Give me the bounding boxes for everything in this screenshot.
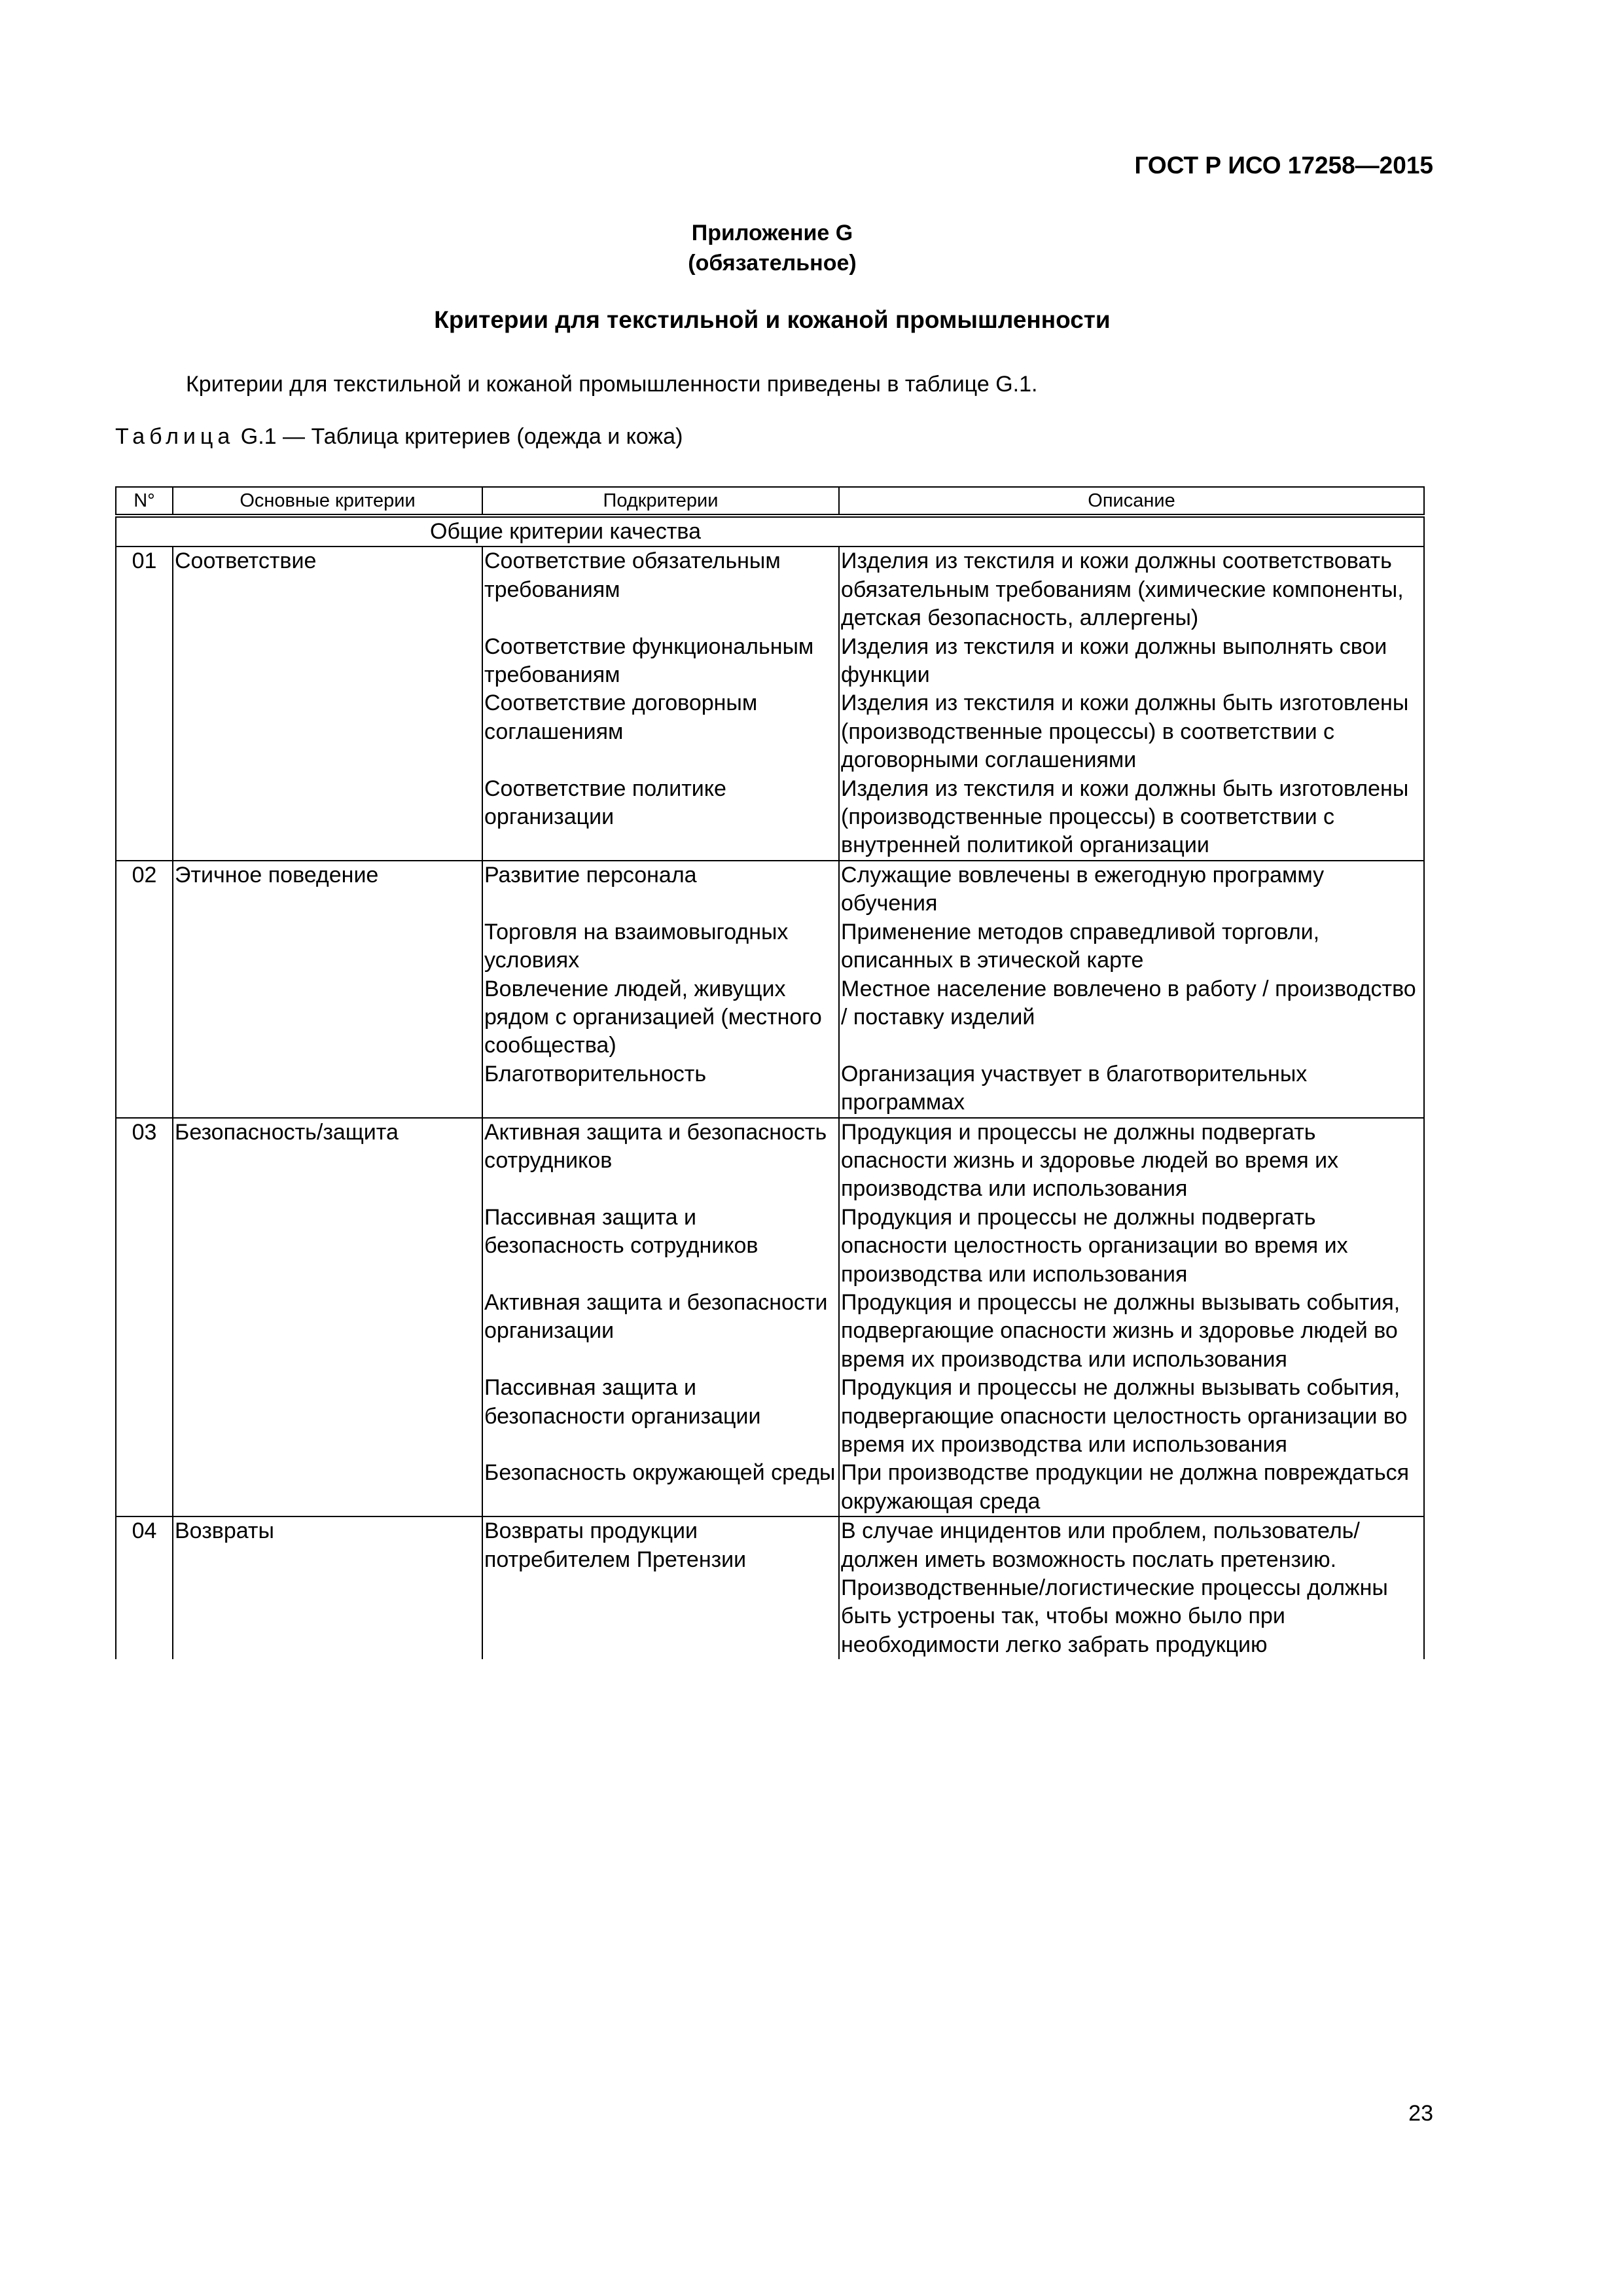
description: Изделия из текстиля и кожи должны быть изготовлены (производственные процессы) в соответствии с договорными соглашениями [839, 689, 1424, 774]
description: В случае инцидентов или проблем, пользователь/ должен иметь возможность послать претензию. Производственные/логистические процессы должны быть устроены так, чтобы можно было при необходимости легко забрать продукцию [839, 1516, 1424, 1659]
subcriterion: Безопасность окружающей среды [482, 1459, 839, 1516]
document-code: ГОСТ Р ИСО 17258—2015 [1134, 152, 1433, 179]
section-title: Критерии для текстильной и кожаной промышленности [434, 306, 1111, 333]
main-criterion: Соответствие [173, 547, 482, 860]
table-row [116, 1516, 1424, 1659]
column-header-description: Описание [839, 487, 1424, 516]
description: Местное население вовлечено в работу / производство / поставку изделий [839, 975, 1424, 1060]
table-subheader-row [116, 516, 1424, 547]
description: Применение методов справедливой торговли, описанных в этической карте [839, 918, 1424, 975]
description: При производстве продукции не должна повреждаться окружающая среда [839, 1459, 1424, 1516]
table-header-row [116, 487, 1424, 516]
annex-title: Приложение G [691, 221, 853, 245]
subcriterion: Соответствие функциональным требованиям [482, 633, 839, 690]
criterion-number: 03 [116, 1118, 173, 1517]
description: Продукция и процессы не должны вызывать события, подвергающие опасности жизнь и здоровье людей во время их производства или использования [839, 1289, 1424, 1374]
subcriterion: Развитие персонала [482, 861, 839, 918]
column-header-number: N° [116, 487, 173, 516]
intro-paragraph: Критерии для текстильной и кожаной промышленности приведены в таблице G.1. [186, 372, 1038, 397]
table-row [116, 547, 1424, 632]
description: Продукция и процессы не должны вызывать события, подвергающие опасности целостность организации во время их производства или использования [839, 1374, 1424, 1459]
table-row [116, 861, 1424, 918]
column-header-subcriteria: Подкритерии [482, 487, 839, 516]
criterion-number: 04 [116, 1516, 173, 1659]
subcriterion: Возвраты продукции потребителем Претензии [482, 1516, 839, 1659]
criterion-number: 01 [116, 547, 173, 860]
subcriterion: Пассивная защита и безопасности организации [482, 1374, 839, 1459]
main-criterion: Возвраты [173, 1516, 482, 1659]
table-subheader-text: Общие критерии качества [430, 519, 702, 544]
description: Продукция и процессы не должны подвергать опасности жизнь и здоровье людей во время их производства или использования [839, 1118, 1424, 1204]
subcriterion: Пассивная защита и безопасность сотрудников [482, 1204, 839, 1289]
description: Изделия из текстиля и кожи должны быть изготовлены (производственные процессы) в соответствии с внутренней политикой организации [839, 775, 1424, 861]
description: Изделия из текстиля и кожи должны выполнять свои функции [839, 633, 1424, 690]
criterion-number: 02 [116, 861, 173, 1118]
table-subheader [116, 516, 1424, 547]
subcriterion: Благотворительность [482, 1060, 839, 1118]
table-caption-label: Таблица [115, 424, 235, 449]
subcriterion: Торговля на взаимовыгодных условиях [482, 918, 839, 975]
subcriterion: Активная защита и безопасность сотрудников [482, 1118, 839, 1204]
description: Изделия из текстиля и кожи должны соответствовать обязательным требованиям (химические компоненты, детская безопасность, аллергены) [839, 547, 1424, 632]
page-number: 23 [1408, 2101, 1433, 2126]
criteria-table [115, 486, 1425, 1659]
table-caption-text: G.1 — Таблица критериев (одежда и кожа) [234, 424, 683, 449]
table-caption [115, 424, 683, 450]
subcriterion: Соответствие договорным соглашениям [482, 689, 839, 774]
description: Продукция и процессы не должны подвергать опасности целостность организации во время их производства или использования [839, 1204, 1424, 1289]
table-row [116, 1118, 1424, 1204]
main-criterion: Этичное поведение [173, 861, 482, 1118]
main-criterion: Безопасность/защита [173, 1118, 482, 1517]
description: Организация участвует в благотворительных программах [839, 1060, 1424, 1118]
annex-status: (обязательное) [688, 251, 857, 276]
subcriterion: Активная защита и безопасности организации [482, 1289, 839, 1374]
subcriterion: Соответствие политике организации [482, 775, 839, 861]
subcriterion: Соответствие обязательным требованиям [482, 547, 839, 632]
description: Служащие вовлечены в ежегодную программу обучения [839, 861, 1424, 918]
column-header-main-criteria: Основные критерии [173, 487, 482, 516]
subcriterion: Вовлечение людей, живущих рядом с организацией (местного сообщества) [482, 975, 839, 1060]
